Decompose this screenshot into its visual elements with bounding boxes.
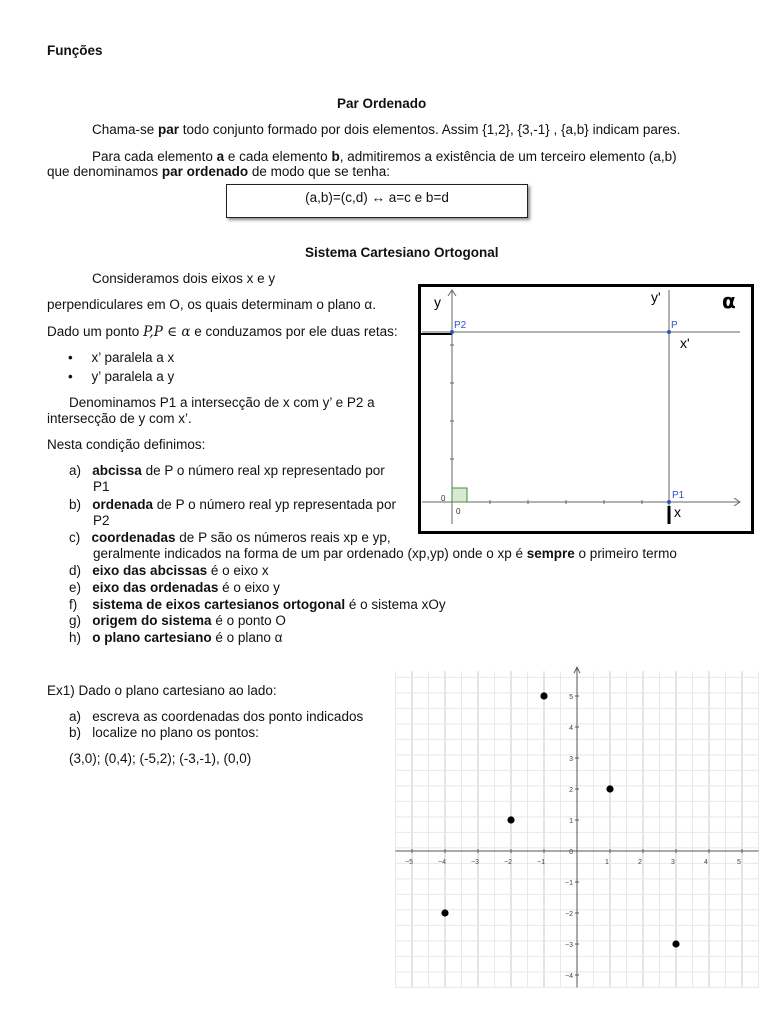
data-point [441, 909, 448, 916]
grid-chart [372, 655, 768, 994]
x-tick-label: −4 [438, 859, 446, 866]
x-tick-label: 4 [704, 859, 708, 866]
label-x-prime: x' [680, 335, 690, 351]
x-tick-label: 2 [638, 859, 642, 866]
data-point [540, 692, 547, 699]
def-item-a: a) abcissa de P o número real xp representado por [69, 463, 385, 478]
x-tick-label: −2 [504, 859, 512, 866]
text-consideramos: Consideramos dois eixos x e y [92, 271, 276, 286]
point-p1 [667, 500, 671, 504]
text-nesta-condicao: Nesta condição definimos: [47, 437, 206, 452]
diagram-frame [420, 286, 753, 533]
label-p: P [671, 320, 678, 331]
page-heading: Funções [47, 43, 103, 58]
x-tick-label: −3 [471, 859, 479, 866]
label-y: y [434, 294, 441, 310]
x-tick-label: 1 [605, 859, 609, 866]
formula-box [226, 184, 528, 218]
y-tick-label: 2 [569, 787, 573, 794]
y-tick-label: −3 [565, 942, 573, 949]
exercise-item-b: b) localize no plano os pontos: [69, 725, 259, 740]
def-item-h: h) o plano cartesiano é o plano α [69, 630, 283, 645]
def-item-b: b) ordenada de P o número real yp representada por [69, 497, 396, 512]
bullet-item: • x’ paralela a x [68, 350, 175, 365]
y-tick-label: 4 [569, 725, 573, 732]
x-tick-label: 3 [671, 859, 675, 866]
formula-text: (a,b)=(c,d) ↔ a=c e b=d [305, 190, 449, 205]
exercise-points: (3,0); (0,4); (-5,2); (-3,-1), (0,0) [69, 751, 252, 766]
y-tick-label: −1 [565, 880, 573, 887]
def-item-g: g) origem do sistema é o ponto O [69, 613, 286, 628]
def-item-f: f) sistema de eixos cartesianos ortogonal é o sistema xOy [69, 597, 446, 612]
cartesian-diagram [418, 284, 754, 534]
data-point [507, 816, 514, 823]
label-p2: P2 [454, 320, 467, 331]
def-item-e: e) eixo das ordenadas é o eixo y [69, 580, 280, 595]
paragraph-elemento-line2: que denominamos par ordenado de modo que se tenha: [47, 164, 390, 179]
data-point [672, 940, 679, 947]
label-x: x [674, 504, 681, 520]
y-tick-label: −2 [565, 911, 573, 918]
text-perpendiculares: perpendiculares em O, os quais determinam o plano α. [47, 297, 376, 312]
section-title-par-ordenado: Par Ordenado [337, 96, 427, 111]
paragraph-par: Chama-se par todo conjunto formado por dois elementos. Assim {1,2}, {3,-1} , {a,b} indicam pares. [92, 122, 681, 137]
label-alpha: α [722, 289, 736, 313]
paragraph-elemento: Para cada elemento a e cada elemento b, admitiremos a existência de um terceiro elemento (a,b) [92, 149, 677, 164]
y-tick-label: 3 [569, 756, 573, 763]
label-zero-left: 0 [441, 494, 446, 503]
label-p1: P1 [672, 490, 685, 501]
def-item-c-cont: geralmente indicados na forma de um par ordenado (xp,yp) onde o xp é sempre o primeiro termo [93, 546, 677, 561]
bullet-item: • y’ paralela a y [68, 369, 175, 384]
x-tick-label: −5 [405, 859, 413, 866]
x-tick-label: 5 [737, 859, 741, 866]
x-tick-label: −1 [537, 859, 545, 866]
def-item-a-cont: P1 [93, 479, 110, 494]
data-point [606, 785, 613, 792]
label-y-prime: y' [651, 289, 661, 305]
exercise-title: Ex1) Dado o plano cartesiano ao lado: [47, 683, 277, 698]
y-tick-label: 1 [569, 818, 573, 825]
exercise-item-a: a) escreva as coordenadas dos ponto indicados [69, 709, 364, 724]
y-tick-label: 5 [569, 694, 573, 701]
label-zero-bottom: 0 [456, 507, 461, 516]
text-dado-ponto: Dado um ponto P,P ∈ α e conduzamos por ele duas retas: [47, 324, 398, 340]
text-interseccao: intersecção de y com x’. [47, 411, 192, 426]
right-angle-marker [452, 488, 467, 502]
def-item-b-cont: P2 [93, 513, 110, 528]
text-denominamos: Denominamos P1 a intersecção de x com y’ e P2 a [69, 395, 375, 410]
def-item-c: c) coordenadas de P são os números reais xp e yp, [69, 530, 391, 545]
y-tick-label: −4 [565, 973, 573, 980]
def-item-d: d) eixo das abcissas é o eixo x [69, 563, 269, 578]
y-tick-label: 0 [569, 849, 573, 856]
section-title-sistema: Sistema Cartesiano Ortogonal [305, 245, 499, 260]
